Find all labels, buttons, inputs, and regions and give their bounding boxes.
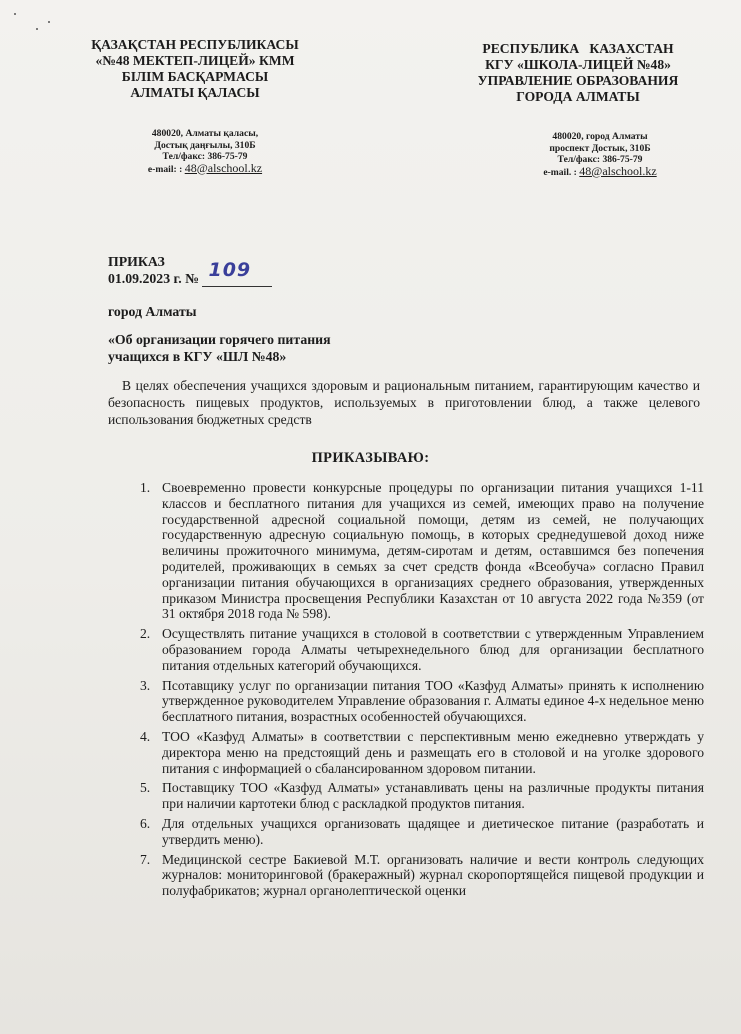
address-russian (495, 131, 705, 178)
header-ru-line: КГУ «ШКОЛА-ЛИЦЕЙ №48» (485, 57, 671, 72)
item-text: Медицинской сестре Бакиевой М.Т. организовать наличие и вести контроль следующих журналов: мониторинговой (бракеражный) журнал скоропортящейся пищевой продукции и полуфабрикатов; журнал органолептической оценки (162, 851, 704, 899)
header-kz-line: «№48 МЕКТЕП-ЛИЦЕЙ» КММ (95, 53, 295, 68)
address-ru-line: 480020, город Алматы (552, 131, 648, 142)
scan-speck (36, 28, 38, 30)
item-text: Псотавщику услуг по организации питания ТОО «Казфуд Алматы» принять к исполнению утвержденное руководителем Управление образования г. Алматы единое 4-х недельное меню бесплатного питания, возрастных особенностей обучающихся. (162, 677, 704, 725)
address-kz-line: Достық даңғылы, 310Б (154, 139, 256, 151)
list-item (140, 780, 704, 812)
header-kazakh (40, 37, 350, 101)
email-link-kz[interactable]: 48@alschool.kz (184, 160, 263, 175)
order-heading (108, 253, 272, 287)
order-number-field (202, 259, 272, 287)
email-label: e-mail. : (543, 166, 577, 178)
header-kz-line: ҚАЗАҚСТАН РЕСПУБЛИКАСЫ (91, 37, 299, 52)
header-ru-line: УПРАВЛЕНИЕ ОБРАЗОВАНИЯ (477, 73, 679, 88)
address-ru-line: проспект Достык, 310Б (549, 142, 651, 154)
city-line: город Алматы (108, 304, 197, 319)
list-item (140, 852, 704, 899)
address-ru-line: Тел/факс: 386-75-79 (557, 154, 643, 165)
item-number: 1. (140, 480, 151, 495)
header-russian (428, 41, 728, 105)
header-ru-line: РЕСПУБЛИКА КАЗАХСТАН (482, 41, 674, 56)
item-number: 5. (140, 780, 151, 796)
scan-speck (14, 13, 16, 15)
item-number: 7. (140, 851, 151, 867)
item-number: 4. (140, 728, 151, 744)
item-text: Осуществлять питание учащихся в столовой в соответствии с утвержденным Управлением образованием города Алматы четырехнедельного блюд для организации бесплатного питания отдельных категорий обучающихся. (162, 626, 704, 673)
header-ru-line: ГОРОДА АЛМАТЫ (516, 89, 640, 104)
address-kz-line: 480020, Алматы қаласы, (151, 128, 259, 139)
item-text: Своевременно провести конкурсные процедуры по организации питания учащихся 1-11 классов и бесплатного питания для учащихся из семей, имеющих право на получение государственной адресной социальной помощи, детям из семей, не получающих государственную адресную социальную помощь, в которых среднедушевой доход ниже величины прожиточного минимума, детям-сиротам и детям, оставшимся без попечения родителей, проживающих в семьях за счет средств фонда «Всеобуча» согласно Правил организации питания обучающихся в организациях среднего образования, утвержденных приказом Министра просвещения Республики Казахстан от 10 августа 2022 года №359 (от 31 октября 2018 года № 598). (162, 480, 704, 622)
address-kz-line: Тел/факс: 386-75-79 (162, 151, 248, 162)
document-type: ПРИКАЗ (108, 254, 165, 269)
email-line-ru (495, 163, 705, 179)
order-subject (108, 331, 331, 365)
list-item (140, 480, 704, 622)
list-item (140, 816, 704, 848)
email-line-kz (100, 160, 310, 176)
order-items-list (140, 480, 704, 903)
subject-line: «Об организации горячего питания (108, 332, 331, 347)
email-link-ru[interactable]: 48@alschool.kz (579, 163, 657, 178)
item-number: 3. (140, 677, 151, 693)
order-word: ПРИКАЗЫВАЮ: (311, 450, 430, 466)
item-text: Поставщику ТОО «Казфуд Алматы» устанавливать цены на различные продукты питания при наличии картотеки блюд с раскладкой продуктов питания. (162, 780, 704, 812)
list-item (140, 626, 704, 673)
order-date: 01.09.2023 г. № (108, 271, 200, 286)
item-text: ТОО «Казфуд Алматы» в соответствии с перспективным меню ежедневно утверждать у директора меню на предстоящий день и размещать его в столовой и на уголке здорового питания с информацией о сбалансированном здоровом питании. (162, 728, 704, 776)
handwritten-order-number: 109 (208, 259, 252, 281)
item-number: 2. (140, 626, 151, 642)
item-text: Для отдельных учащихся организовать щадящее и диетическое питание (разработать и утвердить меню). (162, 815, 704, 847)
header-kz-line: АЛМАТЫ ҚАЛАСЫ (130, 85, 260, 100)
list-item (140, 729, 704, 776)
address-kazakh (100, 128, 310, 175)
header-kz-line: БІЛІМ БАСҚАРМАСЫ (121, 69, 269, 84)
scan-speck (48, 21, 50, 23)
email-label: e-mail: : (147, 163, 183, 175)
list-item (140, 678, 704, 725)
preamble-paragraph: В целях обеспечения учащихся здоровым и рациональным питанием, гарантирующим качество и безопасность пищевых продуктов, используемых в приготовлении блюд, а также целевого использования бюджетных средств (108, 378, 700, 427)
subject-line: учащихся в КГУ «ШЛ №48» (108, 349, 287, 364)
item-number: 6. (140, 815, 151, 831)
